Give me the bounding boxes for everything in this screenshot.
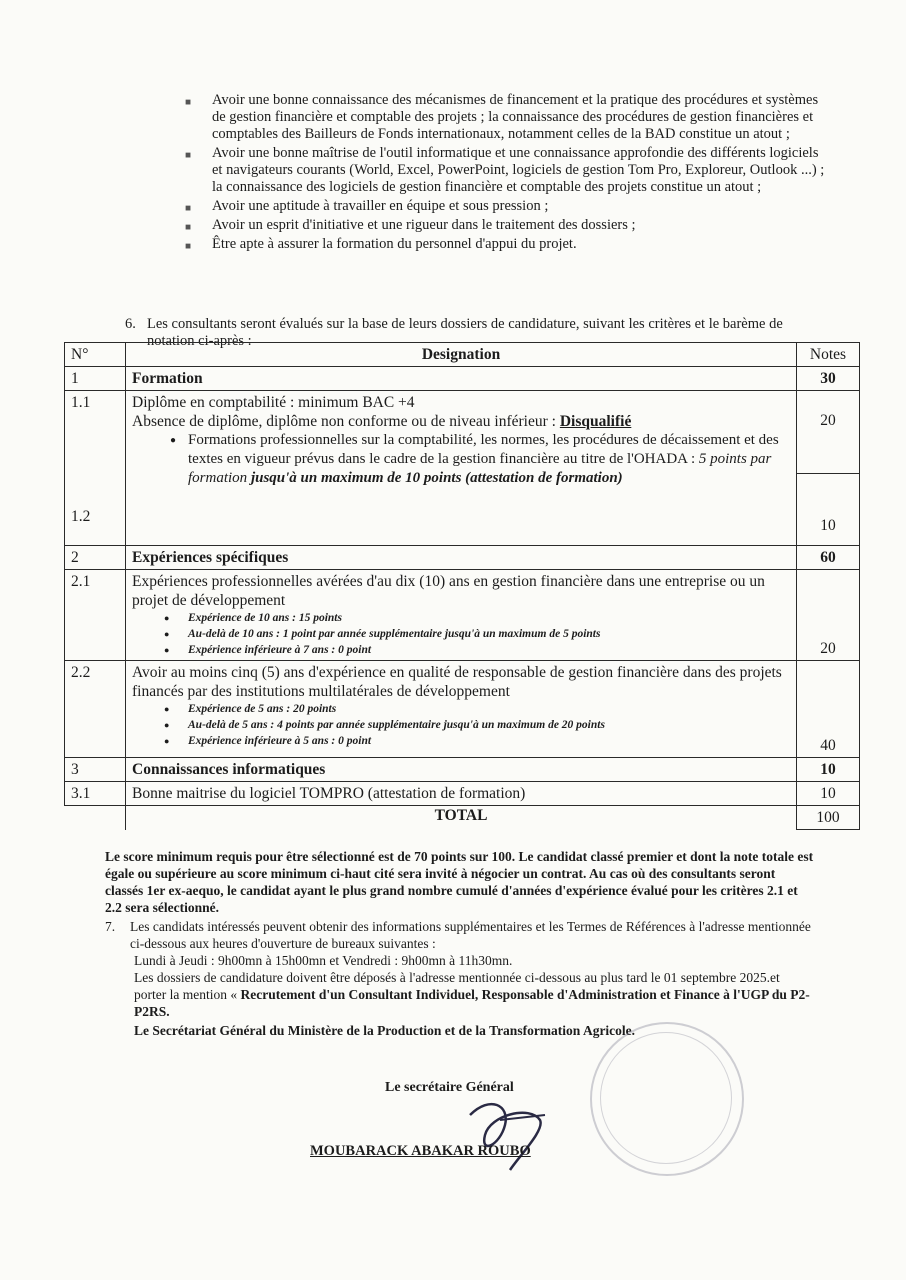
section-title: Formation — [126, 367, 797, 391]
table-row — [65, 570, 860, 661]
row-num: 2.1 — [65, 570, 126, 661]
row-designation — [126, 570, 797, 661]
bullet-dot-icon: ● — [164, 704, 170, 714]
table-total-row — [65, 806, 860, 830]
scoring-table — [64, 342, 860, 830]
handwritten-signature — [450, 1085, 560, 1175]
table-row — [65, 758, 860, 782]
list-item-text: Expérience de 10 ans : 15 points — [188, 612, 342, 624]
section-total: 30 — [797, 367, 860, 391]
row-note: 40 — [797, 661, 860, 758]
section-7 — [105, 918, 815, 1039]
row-num: 3 — [65, 758, 126, 782]
section-total: 10 — [797, 758, 860, 782]
section-number: 6. — [125, 316, 136, 332]
section-7-text: Les candidats intéressés peuvent obtenir des informations supplémentaires et les Termes de Références à l'adresse mentionnée ci-dessous aux heures d'ouverture de bureaux suivantes : — [130, 919, 811, 951]
bullet-dot-icon: ● — [164, 736, 170, 746]
header-designation: Designation — [126, 343, 797, 367]
row-num: 3.1 — [65, 782, 126, 806]
bullet-square-icon: ■ — [185, 241, 192, 252]
bullet-dot-icon: ● — [164, 629, 170, 639]
ministry-line: Le Secrétariat Général du Ministère de la Production et de la Transformation Agricole. — [134, 1023, 636, 1038]
list-item-text: Au-delà de 10 ans : 1 point par année supplémentaire jusqu'à un maximum de 5 points — [188, 628, 601, 640]
list-item — [185, 236, 825, 253]
row-text-part: 5 points par formation — [188, 451, 772, 486]
total-value: 100 — [797, 806, 860, 830]
disqualified-label: Disqualifié — [559, 413, 632, 430]
row-num-cell — [65, 391, 126, 546]
row-text: Bonne maitrise du logiciel TOMPRO (attestation de formation) — [126, 782, 797, 806]
row-text-part: jusqu'à un maximum de 10 points (attestation de formation) — [250, 470, 623, 486]
row-note: 20 — [797, 391, 860, 474]
header-notes: Notes — [797, 343, 860, 367]
list-item-text: Être apte à assurer la formation du personnel d'appui du projet. — [212, 236, 577, 252]
row-text-part: Formations professionnelles sur la comptabilité, les normes, les procédures de décaissement et des textes en vigueur prévus dans le cadre de la gestion financière au titre de l'OHADA : — [188, 432, 779, 467]
deposit-text: Les dossiers de candidature doivent être déposés à l'adresse mentionnée ci-dessous au plus tard le 01 septembre 2025.et porter la mention « — [134, 970, 780, 1002]
section-6-text: Les consultants seront évalués sur la base de leurs dossiers de candidature, suivant les critères et le barème de notation ci-après : — [147, 316, 783, 349]
list-item-text: Expérience inférieure à 7 ans : 0 point — [188, 644, 372, 656]
table-row — [65, 367, 860, 391]
bullet-dot-icon: ● — [164, 613, 170, 623]
list-item — [132, 717, 790, 733]
row-designation — [126, 661, 797, 758]
requirements-list — [185, 92, 825, 255]
list-item-text: Au-delà de 5 ans : 4 points par année supplémentaire jusqu'à un maximum de 20 points — [188, 719, 605, 731]
section-title: Expériences spécifiques — [126, 546, 797, 570]
bullet-square-icon: ■ — [185, 203, 192, 214]
list-item-text: Expérience de 5 ans : 20 points — [188, 703, 337, 715]
section-total: 60 — [797, 546, 860, 570]
list-item-text: Expérience inférieure à 5 ans : 0 point — [188, 735, 372, 747]
row-num: 2 — [65, 546, 126, 570]
official-seal-inner — [600, 1032, 732, 1164]
list-item-text: Avoir une bonne maîtrise de l'outil informatique et une connaissance approfondie des différents logiciels et navigateurs courants (World, Excel, PowerPoint, logiciels de gestion Tom Pro, Exploreur, Outlook ...) ; la connaissance des logiciels de gestion financière et comptable des projets constitue un atout ; — [212, 145, 825, 195]
list-item-text: Avoir une aptitude à travailler en équipe et sous pression ; — [212, 198, 549, 214]
list-item — [185, 198, 825, 215]
signatory-title: Le secrétaire Général — [385, 1080, 514, 1095]
row-text-part: Absence de diplôme, diplôme non conforme ou de niveau inférieur : — [132, 413, 560, 430]
closing-section — [105, 848, 815, 1039]
row-note: 10 — [797, 474, 860, 546]
row-designation — [126, 391, 797, 546]
bullet-dot-icon: ● — [164, 645, 170, 655]
bullet-square-icon: ■ — [185, 150, 192, 161]
bullet-dot-icon: ● — [170, 435, 177, 446]
office-hours: Lundi à Jeudi : 9h00mn à 15h00mn et Vendredi : 9h00mn à 11h30mn. — [134, 953, 513, 968]
table-row — [65, 391, 860, 474]
empty-cell — [65, 806, 126, 830]
deposit-paragraph — [130, 969, 815, 1020]
list-item — [132, 733, 790, 749]
row-num: 2.2 — [65, 661, 126, 758]
row-note: 10 — [797, 782, 860, 806]
row-num: 1 — [65, 367, 126, 391]
bullet-square-icon: ■ — [185, 222, 192, 233]
signatory-name: MOUBARACK ABAKAR ROUBO — [310, 1143, 531, 1159]
table-row — [65, 782, 860, 806]
row-num: 1.2 — [71, 508, 91, 525]
deposit-mention: Recrutement d'un Consultant Individuel, Responsable d'Administration et Finance à l'UGP du P2-P2RS. — [134, 987, 810, 1019]
table-row — [65, 546, 860, 570]
row-text — [132, 412, 790, 431]
row-note: 20 — [797, 570, 860, 661]
row-num: 1.1 — [71, 394, 91, 411]
list-item — [185, 217, 825, 234]
table-header-row — [65, 343, 860, 367]
list-item-text: Avoir une bonne connaissance des mécanismes de financement et la pratique des procédures et systèmes de gestion financière et comptable des projets ; la connaissance des procédures de gestion financières et comptables des Bailleurs de Fonds internationaux, notamment celles de la BAD constitue un atout ; — [212, 92, 819, 142]
list-item — [132, 431, 790, 488]
row-text: Expériences professionnelles avérées d'au dix (10) ans en gestion financière dans une entreprise ou un projet de développement — [132, 573, 765, 609]
bullet-square-icon: ■ — [185, 97, 192, 108]
list-item-text: Avoir un esprit d'initiative et une rigueur dans le traitement des dossiers ; — [212, 217, 636, 233]
list-item — [132, 701, 790, 717]
list-item — [132, 626, 790, 642]
section-number: 7. — [105, 919, 116, 934]
list-item — [185, 145, 825, 196]
row-text: Diplôme en comptabilité : minimum BAC +4 — [132, 394, 415, 411]
section-title: Connaissances informatiques — [126, 758, 797, 782]
table-row — [65, 661, 860, 758]
score-paragraph: Le score minimum requis pour être sélectionné est de 70 points sur 100. Le candidat classé premier et dont la note totale est égale ou supérieure au score minimum ci-haut cité sera invité à négocier un contrat. Au cas où des consultants seront classés 1er ex-aequo, le candidat ayant le plus grand nombre cumulé d'années d'expérience évalué pour les critères 2.1 et 2.2 sera sélectionné. — [105, 849, 814, 915]
list-item — [132, 642, 790, 658]
total-label: TOTAL — [126, 806, 797, 830]
list-item — [185, 92, 825, 143]
list-item — [132, 610, 790, 626]
header-num: N° — [65, 343, 126, 367]
row-text: Avoir au moins cinq (5) ans d'expérience en qualité de responsable de gestion financière dans des projets financés par des institutions multilatérales de développement — [132, 664, 782, 700]
bullet-dot-icon: ● — [164, 720, 170, 730]
